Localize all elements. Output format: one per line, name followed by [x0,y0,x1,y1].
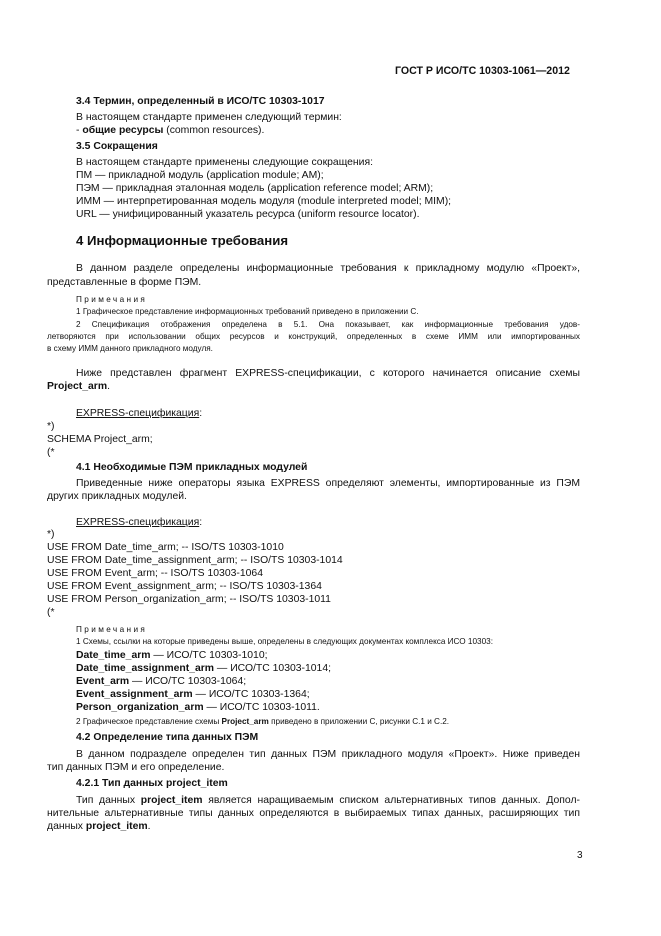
schema-doc: — ИСО/ТС 10303-1011. [203,702,320,713]
schema-name: Person_organization_arm [76,702,204,713]
code-line: USE FROM Date_time_assignment_arm; -- ISO/TS 10303-1014 [47,555,343,566]
section-3-4-intro: В настоящем стандарте применен следующий термин: [76,112,342,123]
schema-doc: — ИСО/ТС 10303-1364; [192,689,310,700]
code-line: (* [47,607,55,618]
abbreviation-item: URL — унифицированный указатель ресурса (uniform resource locator). [76,209,420,220]
note-text: 2 Спецификация отображения определена в 5.1. Она показывает, как информационные требования удов- [76,320,580,329]
schema-ref-item [76,662,331,675]
type-name: project_item [85,821,148,832]
section-4-paragraph: В данном разделе определены информационные требования к прикладному модулю «Проект», [76,263,580,274]
code-line: SCHEMA Project_arm; [47,434,153,445]
section-4-2-1-paragraph [76,794,580,807]
note-text: 1 Графическое представление информационных требований приведено в приложении С. [76,307,419,316]
express-label [76,407,202,420]
abbreviation-item: ПМ — прикладной модуль (application module; AM); [76,170,324,181]
abbreviation-item: ИММ — интерпретированная модель модуля (module interpreted model; MIM); [76,196,452,207]
schema-doc: — ИСО/ТС 10303-1014; [214,663,332,674]
code-line: USE FROM Person_organization_arm; -- ISO/TS 10303-1011 [47,594,331,605]
express-label [76,516,202,529]
schema-ref-item [76,649,268,662]
punctuation: . [147,821,151,832]
section-3-4-heading: 3.4 Термин, определенный в ИСО/ТС 10303-1017 [76,96,325,107]
section-4-2-paragraph: В данном подразделе определен тип данных ПЭМ прикладного модуля «Проект». Ниже приведен [76,749,580,760]
code-line: (* [47,447,55,458]
note-text [76,716,449,727]
section-4-heading: 4 Информационные требования [76,233,289,248]
paragraph-part: Тип данных [76,795,141,806]
type-name: project_item [140,795,203,806]
abbreviation-item: ПЭМ — прикладная эталонная модель (application reference model; ARM); [76,183,434,194]
note-text: 1 Схемы, ссылки на которые приведены выше, определены в следующих документах комплекса ИСО 10303: [76,637,493,646]
paragraph-part: данных [47,821,86,832]
punctuation: : [199,517,203,528]
note-part: приведено в приложении С, рисунки С.1 и С.2. [268,717,450,726]
schema-ref-item [76,675,246,688]
section-3-5-intro: В настоящем стандарте применены следующие сокращения: [76,157,373,168]
term-item [76,124,264,137]
schema-name: Event_assignment_arm [76,689,193,700]
section-4-2-1-paragraph: нительные альтернативные типы данных определяются в выбираемых типах данных, расширяющих тип [47,808,580,819]
term-english: (common resources). [163,125,265,136]
express-label-text: EXPRESS-спецификация [76,517,200,528]
section-4-paragraph: представленные в форме ПЭМ. [47,277,202,288]
section-4-1-paragraph: Приведенные ниже операторы языка EXPRESS определяют элементы, импортированные из ПЭМ [76,478,580,489]
code-line: *) [47,529,55,540]
notes-title: Примечания [76,625,148,634]
schema-name: Event_arm [76,676,130,687]
code-line: USE FROM Date_time_arm; -- ISO/TS 10303-1010 [47,542,284,553]
schema-doc: — ИСО/ТС 10303-1010; [150,650,268,661]
schema-name: Project_arm [47,381,108,392]
schema-ref-item [76,688,310,701]
express-label-text: EXPRESS-спецификация [76,408,200,419]
schema-reference [47,380,110,393]
code-line: USE FROM Event_assignment_arm; -- ISO/TS 10303-1364 [47,581,322,592]
section-3-5-heading: 3.5 Сокращения [76,141,158,152]
punctuation: : [199,408,203,419]
section-4-2-1-heading: 4.2.1 Тип данных project_item [76,778,228,789]
section-4-1-paragraph: других прикладных модулей. [47,491,187,502]
note-part: 2 Графическое представление схемы [76,717,222,726]
schema-name: Date_time_assignment_arm [76,663,215,674]
section-4-2-1-paragraph [47,820,151,833]
code-line: *) [47,421,55,432]
section-4-paragraph: Ниже представлен фрагмент EXPRESS-спецификации, с которого начинается описание схемы [76,368,580,379]
term-name: общие ресурсы [82,125,164,136]
section-4-2-paragraph: тип данных ПЭМ и его определение. [47,762,225,773]
section-4-1-heading: 4.1 Необходимые ПЭМ прикладных модулей [76,462,308,473]
page-number: 3 [577,850,583,861]
notes-title: Примечания [76,295,148,304]
schema-ref-item [76,701,320,714]
term-bullet: - [76,125,83,136]
paragraph-part: является наращиваемым списком альтернативных типов данных. Допол- [202,795,580,806]
document-header: ГОСТ Р ИСО/ТС 10303-1061—2012 [395,65,570,77]
section-4-2-heading: 4.2 Определение типа данных ПЭМ [76,732,259,743]
note-text: в схему ИММ данного прикладного модуля. [47,344,213,353]
schema-name: Date_time_arm [76,650,151,661]
schema-doc: — ИСО/ТС 10303-1064; [129,676,247,687]
schema-name: Project_arm [221,717,269,726]
code-line: USE FROM Event_arm; -- ISO/TS 10303-1064 [47,568,263,579]
note-text: летворяются при использовании общих ресурсов и конструкций, определенных в схеме ИММ или импортированных [47,332,580,341]
punctuation: . [107,381,110,392]
